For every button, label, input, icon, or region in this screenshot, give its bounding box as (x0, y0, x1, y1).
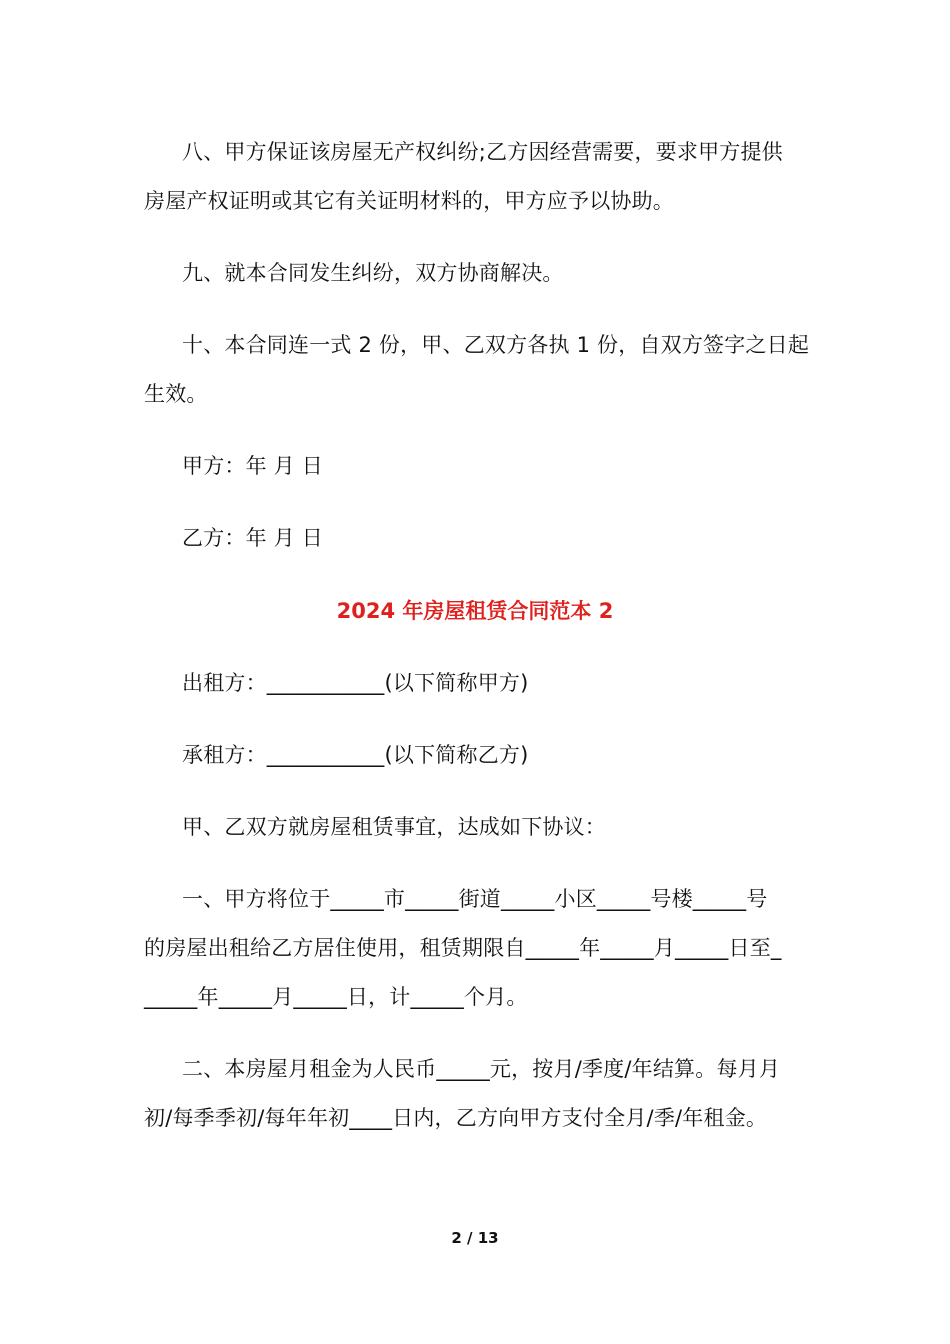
clause-10-line-1: 十、本合同连一式 2 份，甲、乙双方各执 1 份，自双方签字之日起 (182, 333, 810, 357)
signature-party-a: 甲方：年 月 日 (182, 454, 323, 478)
clause-1-line-3: _____年_____月_____日，计_____个月。 (144, 985, 528, 1009)
clause-9: 九、就本合同发生纠纷，双方协商解决。 (182, 261, 564, 285)
page-number: 2 / 13 (451, 1229, 499, 1247)
lessor-line: 出租方：___________(以下简称甲方) (182, 671, 529, 695)
clause-2-line-1: 二、本房屋月租金为人民币_____元，按月/季度/年结算。每月月 (182, 1057, 781, 1081)
clause-10-line-2: 生效。 (144, 382, 208, 406)
lessee-line: 承租方：___________(以下简称乙方) (182, 743, 529, 767)
agreement-intro: 甲、乙双方就房屋租赁事宜，达成如下协议： (182, 815, 606, 839)
section-title: 2024 年房屋租赁合同范本 2 (336, 599, 614, 623)
clause-1-line-2: 的房屋出租给乙方居住使用，租赁期限自_____年_____月_____日至_ (144, 936, 782, 960)
clause-2-line-2: 初/每季季初/每年年初____日内，乙方向甲方支付全月/季/年租金。 (144, 1106, 768, 1130)
clause-8-line-1: 八、甲方保证该房屋无产权纠纷;乙方因经营需要，要求甲方提供 (182, 140, 783, 164)
clause-8-line-2: 房屋产权证明或其它有关证明材料的，甲方应予以协助。 (144, 189, 674, 213)
clause-1-line-1: 一、甲方将位于_____市_____街道_____小区_____号楼_____号 (182, 887, 768, 911)
signature-party-b: 乙方：年 月 日 (182, 526, 323, 550)
